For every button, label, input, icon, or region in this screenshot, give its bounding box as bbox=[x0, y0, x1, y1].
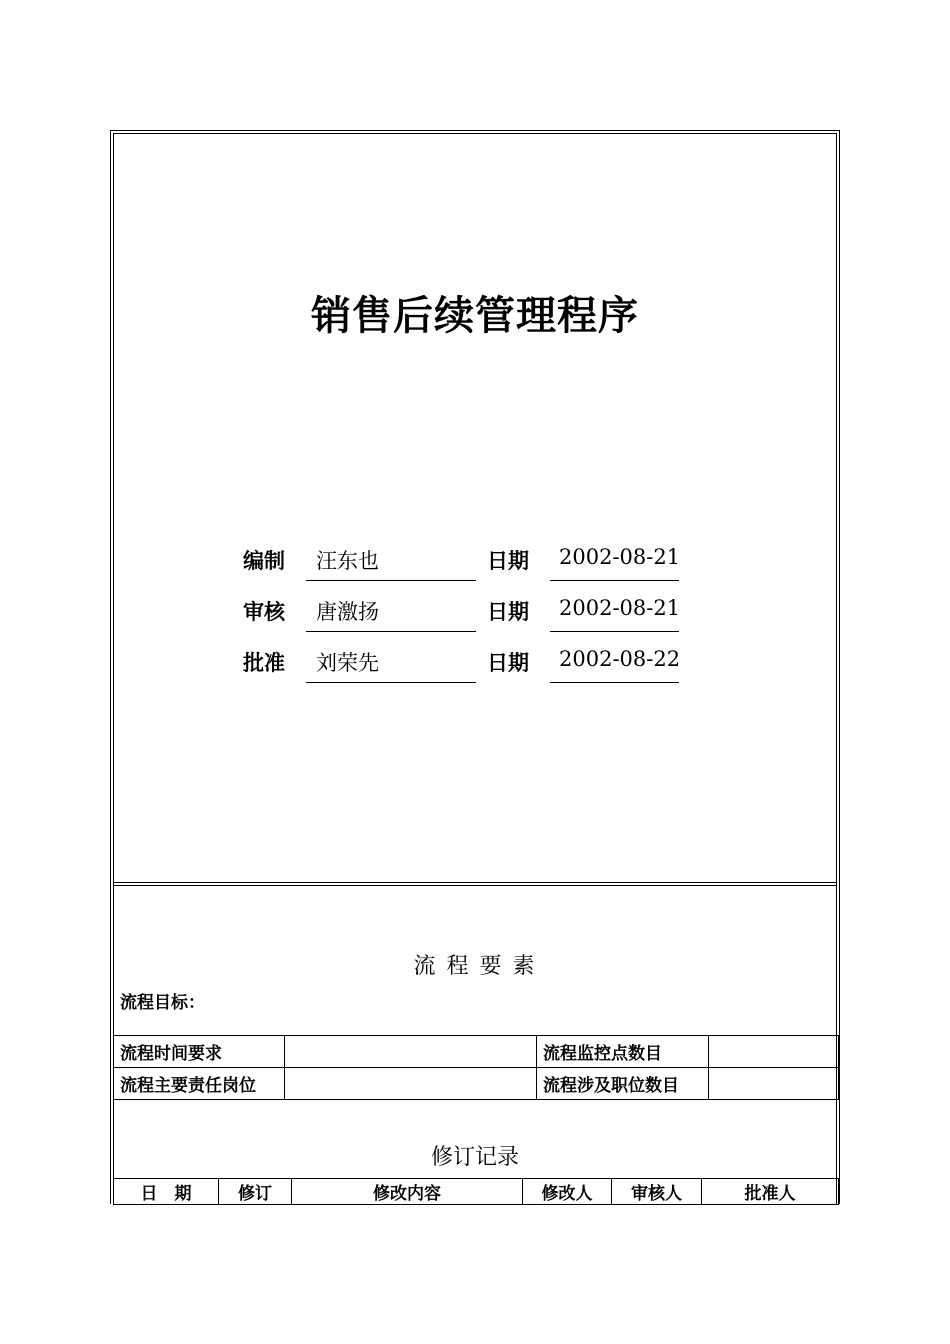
process-time-value[interactable] bbox=[285, 1036, 537, 1068]
column-header-revision: 修订 bbox=[219, 1179, 292, 1205]
monitor-points-value[interactable] bbox=[709, 1036, 839, 1068]
responsible-post-label: 流程主要责任岗位 bbox=[114, 1068, 285, 1100]
column-header-date: 日 期 bbox=[114, 1179, 219, 1205]
column-header-modifier: 修改人 bbox=[523, 1179, 612, 1205]
signoff-label-approved: 批准 bbox=[243, 651, 285, 675]
column-header-approver: 批准人 bbox=[702, 1179, 839, 1205]
signoff-underline bbox=[550, 580, 679, 581]
positions-count-value[interactable] bbox=[709, 1068, 839, 1100]
signoff-label-reviewed: 审核 bbox=[243, 600, 285, 624]
signoff-underline bbox=[550, 631, 679, 632]
signoff-date-approved: 2002-08-22 bbox=[559, 647, 681, 671]
signoff-label-prepared: 编制 bbox=[243, 549, 285, 573]
process-elements-table bbox=[113, 1035, 839, 1100]
signoff-name-approved: 刘荣先 bbox=[316, 651, 379, 675]
table-header-row bbox=[114, 1179, 839, 1205]
signoff-date-label: 日期 bbox=[487, 651, 529, 675]
column-header-content: 修改内容 bbox=[292, 1179, 523, 1205]
signoff-date-prepared: 2002-08-21 bbox=[559, 545, 681, 569]
revision-table bbox=[113, 1178, 839, 1205]
signoff-name-prepared: 汪东也 bbox=[316, 549, 379, 573]
revision-record-heading: 修订记录 bbox=[430, 1145, 519, 1170]
signoff-date-label: 日期 bbox=[487, 549, 529, 573]
section-divider bbox=[114, 882, 836, 883]
column-header-reviewer: 审核人 bbox=[612, 1179, 702, 1205]
process-goal-label: 流程目标： bbox=[120, 993, 205, 1013]
table-row bbox=[114, 1036, 839, 1068]
signoff-underline bbox=[306, 682, 476, 683]
responsible-post-value[interactable] bbox=[285, 1068, 537, 1100]
process-time-label: 流程时间要求 bbox=[114, 1036, 285, 1068]
section-divider bbox=[114, 885, 836, 886]
process-elements-heading: 流 程 要 素 bbox=[413, 954, 537, 979]
signoff-underline bbox=[550, 682, 679, 683]
document-title: 销售后续管理程序 bbox=[311, 293, 639, 339]
signoff-underline bbox=[306, 631, 476, 632]
monitor-points-label: 流程监控点数目 bbox=[537, 1036, 709, 1068]
positions-count-label: 流程涉及职位数目 bbox=[537, 1068, 709, 1100]
table-row bbox=[114, 1068, 839, 1100]
signoff-name-reviewed: 唐激扬 bbox=[316, 600, 379, 624]
signoff-date-label: 日期 bbox=[487, 600, 529, 624]
signoff-underline bbox=[306, 580, 476, 581]
signoff-date-reviewed: 2002-08-21 bbox=[559, 596, 681, 620]
